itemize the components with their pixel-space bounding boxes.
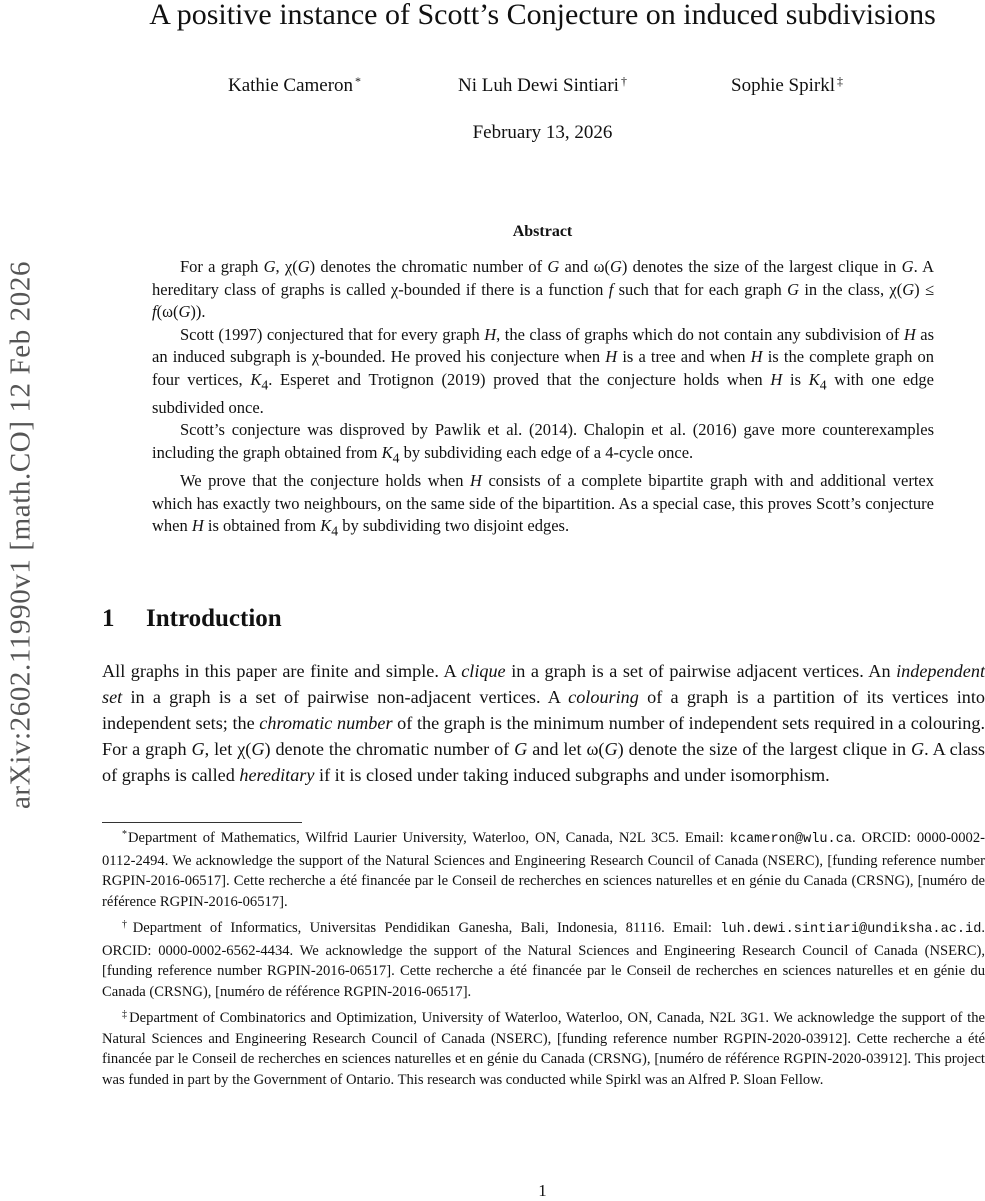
footnote-sintiari: †Department of Informatics, Universitas Pendidikan Ganesha, Bali, Indonesia, 81116. Email: luh.dewi.sintiari@undiksha.ac.id. ORCID: 0000-0002-6562-4434. We acknowledge the support of the Natural Sciences and Engineering Research Council of Canada (NSERC), [funding reference number RGPIN-2016-06517]. Cette recherche a été financée par le Conseil de recherches en sciences naturelles et en génie du Canada (CRSNG), [numéro de référence RGPIN-2016-06517]. [102,919,985,1000]
author-name: Kathie Cameron [228,75,354,96]
introduction-paragraph: All graphs in this paper are finite and simple. A clique in a graph is a set of pairwise adjacent vertices. An independent set in a graph is a set of pairwise non-adjacent vertices. A colouring of a graph is a partition of its vertices into independent sets; the chromatic number of the graph is the minimum number of independent sets required in a colouring. For a graph G, let χ(G) denote the chromatic number of G and let ω(G) denote the size of the largest clique in G. A class of graphs is called hereditary if it is closed under taking induced subgraphs and under isomorphism. [102,661,985,786]
arxiv-stamp: arXiv:2602.11990v1 [math.CO] 12 Feb 2026 [4,260,37,810]
footnotes [102,825,985,1093]
author-name: Sophie Spirkl [731,75,835,96]
arxiv-sidebar [2,185,40,885]
abstract-heading: Abstract [512,223,573,240]
author-mark: * [355,74,362,88]
abstract-paragraph-3: Scott’s conjecture was disproved by Pawlik et al. (2014). Chalopin et al. (2016) gave more counterexamples including the graph obtained from $K_4$ by subdividing each edge of a 4-cycle once. [152,420,934,466]
author-name: Ni Luh Dewi Sintiari [458,75,619,96]
abstract [152,256,934,543]
email-link-cameron: kcameron@wlu.ca [729,832,853,847]
abstract-paragraph-4: We prove that the conjecture holds when H consists of a complete bipartite graph with and additional vertex which has exactly two neighbours, on the same side of the bipartition. As a special case, this proves Scott’s conjecture when H is obtained from $K_4$ by subdividing two disjoint edges. [152,470,934,539]
paper-title: A positive instance of Scott’s Conjecture on induced subdivisions [149,0,936,31]
author-spirkl [731,74,843,97]
author-mark: † [620,74,627,88]
email-link-sintiari: luh.dewi.sintiari@undiksha.ac.id [720,922,982,937]
abstract-paragraph-2: Scott (1997) conjectured that for every graph H, the class of graphs which do not contain any subdivision of H as an induced subgraph is χ-bounded. He proved his conjecture when H is a tree and when H is the complete graph on four vertices, $K_4$. Esperet and Trotignon (2019) proved that the conjecture holds when H is $K_4$ with one edge subdivided once. [152,324,934,417]
author-mark: ‡ [836,74,843,88]
footnote-divider [102,822,302,823]
section-heading-introduction [102,605,282,633]
abstract-paragraph-1: For a graph G, χ(G) denotes the chromatic number of G and ω(G) denotes the size of the largest clique in G. A hereditary class of graphs is called χ-bounded if there is a function f such that for each graph G in the class, χ(G) ≤ f(ω(G)). [152,257,935,322]
page-number: 1 [538,1181,547,1200]
author-sintiari [458,74,627,97]
section-title: Introduction [146,605,282,632]
section-number: 1 [102,605,115,632]
footnote-cameron: *Department of Mathematics, Wilfrid Laurier University, Waterloo, ON, Canada, N2L 3C5. Email: kcameron@wlu.ca. ORCID: 0000-0002-0112-2494. We acknowledge the support of the Natural Sciences and Engineering Research Council of Canada (NSERC), [funding reference number RGPIN-2016-06517]. Cette recherche a été financée par le Conseil de recherches en sciences naturelles et en génie du Canada (CRSNG), [numéro de référence RGPIN-2016-06517]. [102,829,985,910]
paper-date: February 13, 2026 [472,122,613,143]
footnote-spirkl: ‡Department of Combinatorics and Optimization, University of Waterloo, Waterloo, ON, Canada, N2L 3G1. We acknowledge the support of the Natural Sciences and Engineering Research Council of Canada (NSERC), [funding reference number RGPIN-2020-03912]. Cette recherche a été financée par le Conseil de recherches en sciences naturelles et en génie du Canada (CRSNG), [numéro de référence RGPIN-2020-03912]. This project was funded in part by the Government of Ontario. This research was conducted while Spirkl was an Alfred P. Sloan Fellow. [102,1009,985,1088]
author-cameron [228,74,361,97]
